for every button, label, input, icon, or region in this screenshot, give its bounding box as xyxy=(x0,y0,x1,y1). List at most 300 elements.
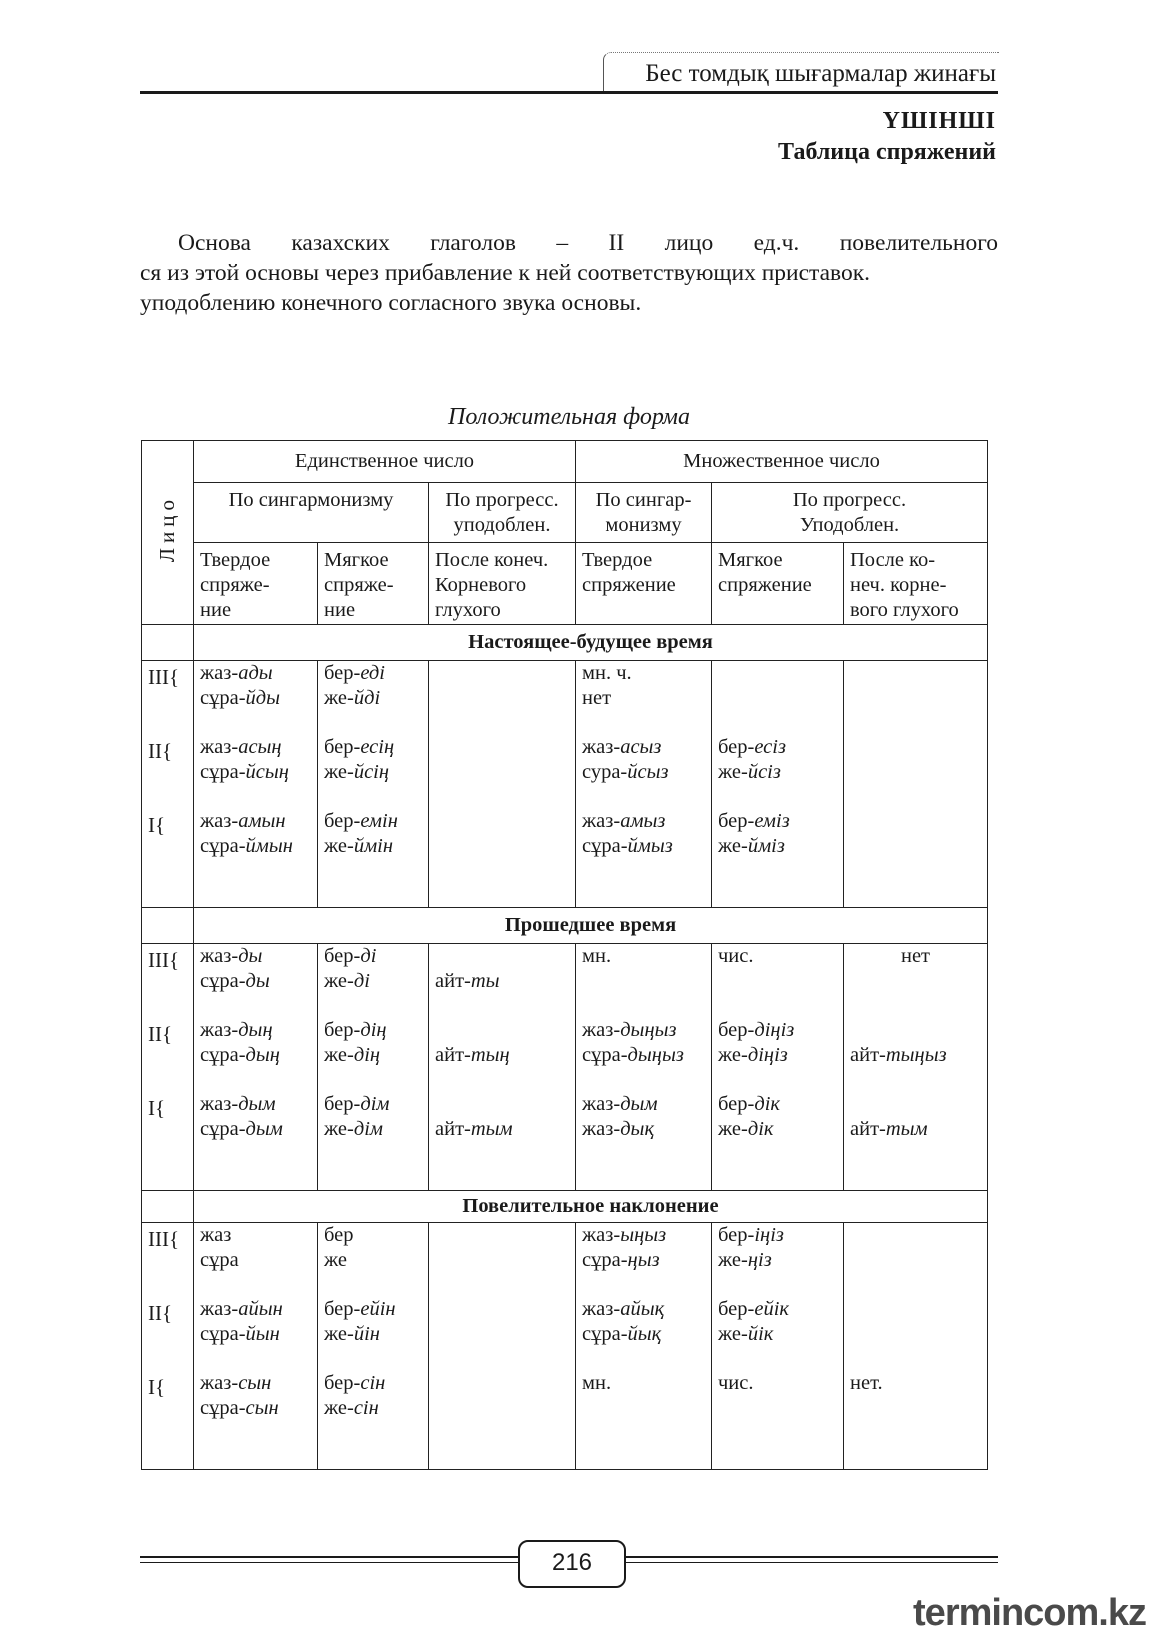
form-cell xyxy=(850,1297,981,1371)
subheader-voiceless-pl xyxy=(844,543,988,625)
form-cell xyxy=(850,944,981,1018)
form-line xyxy=(582,834,705,859)
stem: жаз- xyxy=(582,1118,621,1140)
form-line xyxy=(324,1396,422,1421)
suffix: йсыз xyxy=(627,761,669,783)
form-line xyxy=(324,661,422,686)
form-line xyxy=(200,1396,311,1421)
suffix: ймын xyxy=(245,835,293,857)
conjugation-table xyxy=(141,440,988,1470)
stem: айт- xyxy=(850,1118,886,1140)
section-person-blank xyxy=(142,908,194,944)
stem: жаз- xyxy=(582,736,621,758)
form-line xyxy=(850,944,981,969)
stem: бер- xyxy=(718,736,755,758)
suffix: тыңыз xyxy=(885,1044,947,1066)
form-cell xyxy=(435,735,569,809)
suffix: тым xyxy=(470,1118,513,1140)
suffix: ты xyxy=(470,970,500,992)
form-column xyxy=(576,1223,712,1470)
header-line: спряжение xyxy=(718,574,812,596)
suffix: сін xyxy=(353,1397,379,1419)
suffix: амын xyxy=(238,810,286,832)
stem: бер- xyxy=(718,1298,755,1320)
form-line xyxy=(200,760,311,785)
suffix: діңіз xyxy=(754,1019,795,1041)
form-line xyxy=(718,1248,837,1273)
suffix: дім xyxy=(360,1093,390,1115)
form-cell xyxy=(850,1018,981,1092)
form-line xyxy=(435,1018,569,1043)
form-cell xyxy=(718,1018,837,1092)
form-line xyxy=(718,1117,837,1142)
form-cell xyxy=(200,1223,311,1297)
stem: бер- xyxy=(324,1372,361,1394)
stem: жаз- xyxy=(200,1298,239,1320)
form-line xyxy=(200,1043,311,1068)
form-cell xyxy=(435,1223,569,1297)
plural-header: Множественное число xyxy=(576,441,988,483)
form-line xyxy=(200,1322,311,1347)
form-line xyxy=(582,1043,705,1068)
stem: айт- xyxy=(435,1118,471,1140)
form-line xyxy=(200,1297,311,1322)
form-cell xyxy=(718,809,837,903)
header-line: спряже- xyxy=(324,574,394,596)
stem: же xyxy=(324,1249,347,1271)
form-line xyxy=(582,1322,705,1347)
form-column xyxy=(844,944,988,1191)
subheader-hard-sg xyxy=(194,543,318,625)
stem: жаз- xyxy=(200,1093,239,1115)
suffix: ймін xyxy=(353,835,394,857)
stem: же- xyxy=(718,1249,748,1271)
stem: жаз- xyxy=(582,1224,621,1246)
section-title: Прошедшее время xyxy=(194,908,988,944)
form-line xyxy=(582,661,705,686)
suffix: дік xyxy=(747,1118,774,1140)
stem: айт- xyxy=(850,1044,886,1066)
form-line xyxy=(324,760,422,785)
form-cell xyxy=(718,1371,837,1465)
intro-line-2: ся из этой основы через прибавление к ней соответствующих приставок. xyxy=(140,260,870,286)
form-line xyxy=(324,1092,422,1117)
stem: жаз- xyxy=(582,1019,621,1041)
form-column xyxy=(712,944,844,1191)
person-label: III{ xyxy=(148,665,180,689)
suffix: ады xyxy=(238,662,273,684)
form-line xyxy=(850,1117,981,1142)
form-line xyxy=(324,686,422,711)
form-line xyxy=(582,1092,705,1117)
form-cell xyxy=(582,944,705,1018)
form-line xyxy=(435,969,569,994)
form-line xyxy=(850,1092,981,1117)
form-line xyxy=(200,1248,311,1273)
suffix: дым xyxy=(238,1093,276,1115)
chapter-title: ҮШІНШІ xyxy=(882,108,996,134)
form-line xyxy=(324,1322,422,1347)
form-column xyxy=(844,1223,988,1470)
intro-line-1 xyxy=(140,228,998,258)
suffix: айын xyxy=(238,1298,283,1320)
stem: бер xyxy=(324,1224,354,1246)
suffix: ды xyxy=(245,970,270,992)
form-cell xyxy=(435,944,569,1018)
suffix: йді xyxy=(353,687,381,709)
suffix: йміз xyxy=(747,835,785,857)
header-line: По прогресс. xyxy=(792,489,907,511)
suffix: йын xyxy=(245,1323,280,1345)
table-body xyxy=(142,625,988,1470)
form-cell xyxy=(850,661,981,735)
suffix: дік xyxy=(754,1093,780,1115)
suffix: ді xyxy=(353,970,370,992)
word: лицо xyxy=(664,230,714,256)
form-cell xyxy=(324,735,422,809)
stem: сұра- xyxy=(582,1044,628,1066)
stem: же- xyxy=(324,1118,354,1140)
form-cell xyxy=(582,1223,705,1297)
form-cell xyxy=(582,735,705,809)
form-line xyxy=(582,1248,705,1273)
suffix: ді xyxy=(360,945,377,967)
form-line xyxy=(324,735,422,760)
header-line: Уподоблен. xyxy=(799,514,900,536)
form-cell xyxy=(582,809,705,903)
stem: бер- xyxy=(718,1019,755,1041)
form-cell xyxy=(324,944,422,1018)
form-line xyxy=(200,834,311,859)
stem: жаз- xyxy=(200,810,239,832)
header-line: После ко- xyxy=(850,549,936,571)
form-line xyxy=(324,809,422,834)
stem: сұра- xyxy=(200,970,246,992)
stem: сұра- xyxy=(200,1044,246,1066)
stem: сұра- xyxy=(200,687,246,709)
word: глаголов xyxy=(430,230,516,256)
form-cell xyxy=(582,1297,705,1371)
form-cell xyxy=(324,661,422,735)
stem: же- xyxy=(324,761,354,783)
stem: же- xyxy=(718,1118,748,1140)
stem: сұра- xyxy=(582,835,628,857)
stem: нет. xyxy=(850,1372,883,1394)
form-cell xyxy=(324,1223,422,1297)
sg-harmony-header: По сингармонизму xyxy=(194,483,429,543)
form-cell xyxy=(435,1092,569,1186)
stem: же- xyxy=(324,1323,354,1345)
form-line xyxy=(200,661,311,686)
stem: жаз- xyxy=(200,945,239,967)
form-cell xyxy=(718,661,837,735)
table-caption: Положительная форма xyxy=(448,404,690,430)
form-line xyxy=(324,1223,422,1248)
form-line xyxy=(582,809,705,834)
person-label: II{ xyxy=(148,1022,173,1046)
stem: нет xyxy=(582,687,612,709)
header-line: После конеч. xyxy=(435,549,549,571)
suffix: ймыз xyxy=(627,835,673,857)
person-labels xyxy=(142,1223,194,1470)
person-label: III{ xyxy=(148,948,180,972)
form-column xyxy=(429,1223,576,1470)
suffix: дыңыз xyxy=(627,1044,684,1066)
stem: мн. xyxy=(582,1372,612,1394)
form-cell xyxy=(582,661,705,735)
form-column xyxy=(576,661,712,908)
form-line xyxy=(582,944,705,969)
footer-rule-left-thin xyxy=(140,1562,518,1563)
stem: жаз- xyxy=(582,1298,621,1320)
suffix: сін xyxy=(360,1372,386,1394)
form-cell xyxy=(435,1018,569,1092)
person-header-cell xyxy=(142,441,194,625)
singular-header: Единственное число xyxy=(194,441,576,483)
suffix: емін xyxy=(360,810,398,832)
suffix: тың xyxy=(470,1044,510,1066)
form-line xyxy=(718,735,837,760)
suffix: йық xyxy=(627,1323,662,1345)
form-line xyxy=(582,1371,705,1396)
form-column xyxy=(194,944,318,1191)
form-cell xyxy=(582,1018,705,1092)
stem: бер- xyxy=(324,736,361,758)
person-label: II{ xyxy=(148,739,173,763)
stem: же- xyxy=(324,1044,354,1066)
form-line xyxy=(718,1322,837,1347)
header-line: ние xyxy=(324,599,356,621)
section-title: Настоящее-будущее время xyxy=(194,625,988,661)
suffix: йсің xyxy=(353,761,390,783)
stem: бер- xyxy=(324,945,361,967)
form-line xyxy=(435,944,569,969)
form-line xyxy=(582,1117,705,1142)
stem: же- xyxy=(324,835,354,857)
suffix: дің xyxy=(353,1044,381,1066)
form-cell xyxy=(850,809,981,903)
form-line xyxy=(200,969,311,994)
suffix: сын xyxy=(238,1372,272,1394)
form-cell xyxy=(324,1297,422,1371)
pl-harmony-header xyxy=(576,483,712,543)
form-cell xyxy=(435,1371,569,1465)
header-line: По прогресс. xyxy=(445,489,559,511)
form-line xyxy=(850,1018,981,1043)
form-column xyxy=(318,944,429,1191)
stem: айт- xyxy=(435,970,471,992)
suffix: еміз xyxy=(754,810,790,832)
footer-rule-right xyxy=(622,1556,998,1558)
form-cell xyxy=(200,809,311,903)
suffix: діңіз xyxy=(747,1044,788,1066)
form-line xyxy=(200,1371,311,1396)
suffix: ейін xyxy=(360,1298,396,1320)
person-label: I{ xyxy=(148,1096,166,1120)
form-cell xyxy=(718,1297,837,1371)
stem: бер- xyxy=(324,662,361,684)
suffix: асың xyxy=(238,736,282,758)
stem: чис. xyxy=(718,1372,754,1394)
suffix: ыңыз xyxy=(620,1224,667,1246)
header-rule xyxy=(140,91,998,94)
suffix: йсіз xyxy=(747,761,781,783)
form-line xyxy=(435,1117,569,1142)
footer-rule-left xyxy=(140,1556,518,1558)
form-cell xyxy=(718,1092,837,1186)
stem: жаз- xyxy=(582,810,621,832)
form-cell xyxy=(435,661,569,735)
stem: же- xyxy=(718,835,748,857)
section-person-blank xyxy=(142,625,194,661)
person-labels xyxy=(142,944,194,1191)
form-line xyxy=(200,686,311,711)
suffix: дыңыз xyxy=(620,1019,677,1041)
word: II xyxy=(608,230,625,256)
suffix: ңыз xyxy=(627,1249,660,1271)
suffix: ды xyxy=(238,945,263,967)
form-cell xyxy=(324,1092,422,1186)
stem: жаз xyxy=(200,1224,232,1246)
word: – xyxy=(556,230,569,256)
stem: бер- xyxy=(324,1019,361,1041)
stem: сұра xyxy=(200,1249,239,1271)
suffix: іңіз xyxy=(754,1224,784,1246)
form-cell xyxy=(850,1092,981,1186)
form-line xyxy=(582,686,705,711)
stem: жаз- xyxy=(200,736,239,758)
form-column xyxy=(712,661,844,908)
stem: мн. ч. xyxy=(582,662,632,684)
form-line xyxy=(324,1018,422,1043)
header-line: Корневого xyxy=(435,574,527,596)
form-column xyxy=(844,661,988,908)
form-line xyxy=(324,1043,422,1068)
form-cell xyxy=(718,1223,837,1297)
suffix: дым xyxy=(620,1093,658,1115)
form-line xyxy=(718,760,837,785)
form-line xyxy=(718,809,837,834)
form-line xyxy=(324,1117,422,1142)
subheader-voiceless-sg xyxy=(429,543,576,625)
form-line xyxy=(718,834,837,859)
form-line xyxy=(850,1371,981,1396)
suffix: тым xyxy=(885,1118,928,1140)
word: казахских xyxy=(291,230,390,256)
running-header: Бес томдық шығармалар жинағы xyxy=(645,60,996,87)
suffix: ейік xyxy=(754,1298,789,1320)
suffix: асыз xyxy=(620,736,662,758)
suffix: есіз xyxy=(754,736,786,758)
form-line xyxy=(324,1248,422,1273)
form-column xyxy=(318,661,429,908)
form-column xyxy=(712,1223,844,1470)
form-line xyxy=(582,760,705,785)
form-column xyxy=(429,944,576,1191)
suffix: йін xyxy=(353,1323,380,1345)
stem: сұра- xyxy=(582,1249,628,1271)
header-line: глухого xyxy=(435,599,501,621)
section-person-blank xyxy=(142,1191,194,1223)
form-cell xyxy=(200,735,311,809)
stem: сұра- xyxy=(200,761,246,783)
form-line xyxy=(200,735,311,760)
sg-progress-header xyxy=(429,483,576,543)
form-column xyxy=(576,944,712,1191)
suffix: айық xyxy=(620,1298,665,1320)
stem: же- xyxy=(718,761,748,783)
stem: сұра- xyxy=(582,1323,628,1345)
form-line xyxy=(324,944,422,969)
header-line: Мягкое xyxy=(718,549,783,571)
suffix: есің xyxy=(360,736,395,758)
header-line: Мягкое xyxy=(324,549,389,571)
form-line xyxy=(718,1018,837,1043)
stem: же- xyxy=(718,1323,748,1345)
form-line xyxy=(718,1223,837,1248)
form-cell xyxy=(200,1092,311,1186)
header-line: спряже- xyxy=(200,574,270,596)
form-line xyxy=(324,834,422,859)
header-line: спряжение xyxy=(582,574,676,596)
suffix: дың xyxy=(238,1019,273,1041)
form-cell xyxy=(200,1371,311,1465)
word: Основа xyxy=(178,230,251,256)
stem: сура- xyxy=(582,761,628,783)
stem: айт- xyxy=(435,1044,471,1066)
stem: сұра- xyxy=(200,1118,246,1140)
intro-line-3: уподоблению конечного согласного звука основы. xyxy=(140,290,642,316)
watermark-logo: termincom.kz xyxy=(913,1592,1146,1634)
header-line: неч. корне- xyxy=(850,574,947,596)
suffix: еді xyxy=(360,662,385,684)
person-label: III{ xyxy=(148,1227,180,1251)
stem: жаз- xyxy=(200,1019,239,1041)
form-line xyxy=(718,1092,837,1117)
suffix: дың xyxy=(245,1044,280,1066)
stem: же- xyxy=(324,970,354,992)
stem: же- xyxy=(324,1397,354,1419)
form-column xyxy=(429,661,576,908)
person-header: Лицо xyxy=(155,495,179,563)
form-cell xyxy=(582,1371,705,1465)
stem: жаз- xyxy=(200,662,239,684)
suffix: йсың xyxy=(245,761,289,783)
form-cell xyxy=(435,1297,569,1371)
page-number: 216 xyxy=(518,1540,626,1588)
person-label: II{ xyxy=(148,1301,173,1325)
stem: сұра- xyxy=(200,1397,246,1419)
stem: же- xyxy=(718,1044,748,1066)
section-title: Повелительное наклонение xyxy=(194,1191,988,1223)
form-line xyxy=(200,809,311,834)
form-line xyxy=(200,1018,311,1043)
form-cell xyxy=(582,1092,705,1186)
form-cell xyxy=(200,944,311,1018)
suffix: дым xyxy=(245,1118,283,1140)
stem: мн. xyxy=(582,945,612,967)
form-cell xyxy=(718,735,837,809)
header-line: ние xyxy=(200,599,232,621)
pl-progress-header xyxy=(712,483,988,543)
form-cell xyxy=(200,1018,311,1092)
form-cell xyxy=(718,944,837,1018)
form-line xyxy=(718,1297,837,1322)
stem: нет xyxy=(900,945,931,967)
form-line xyxy=(718,944,837,969)
form-cell xyxy=(324,1018,422,1092)
stem: жаз- xyxy=(200,1372,239,1394)
